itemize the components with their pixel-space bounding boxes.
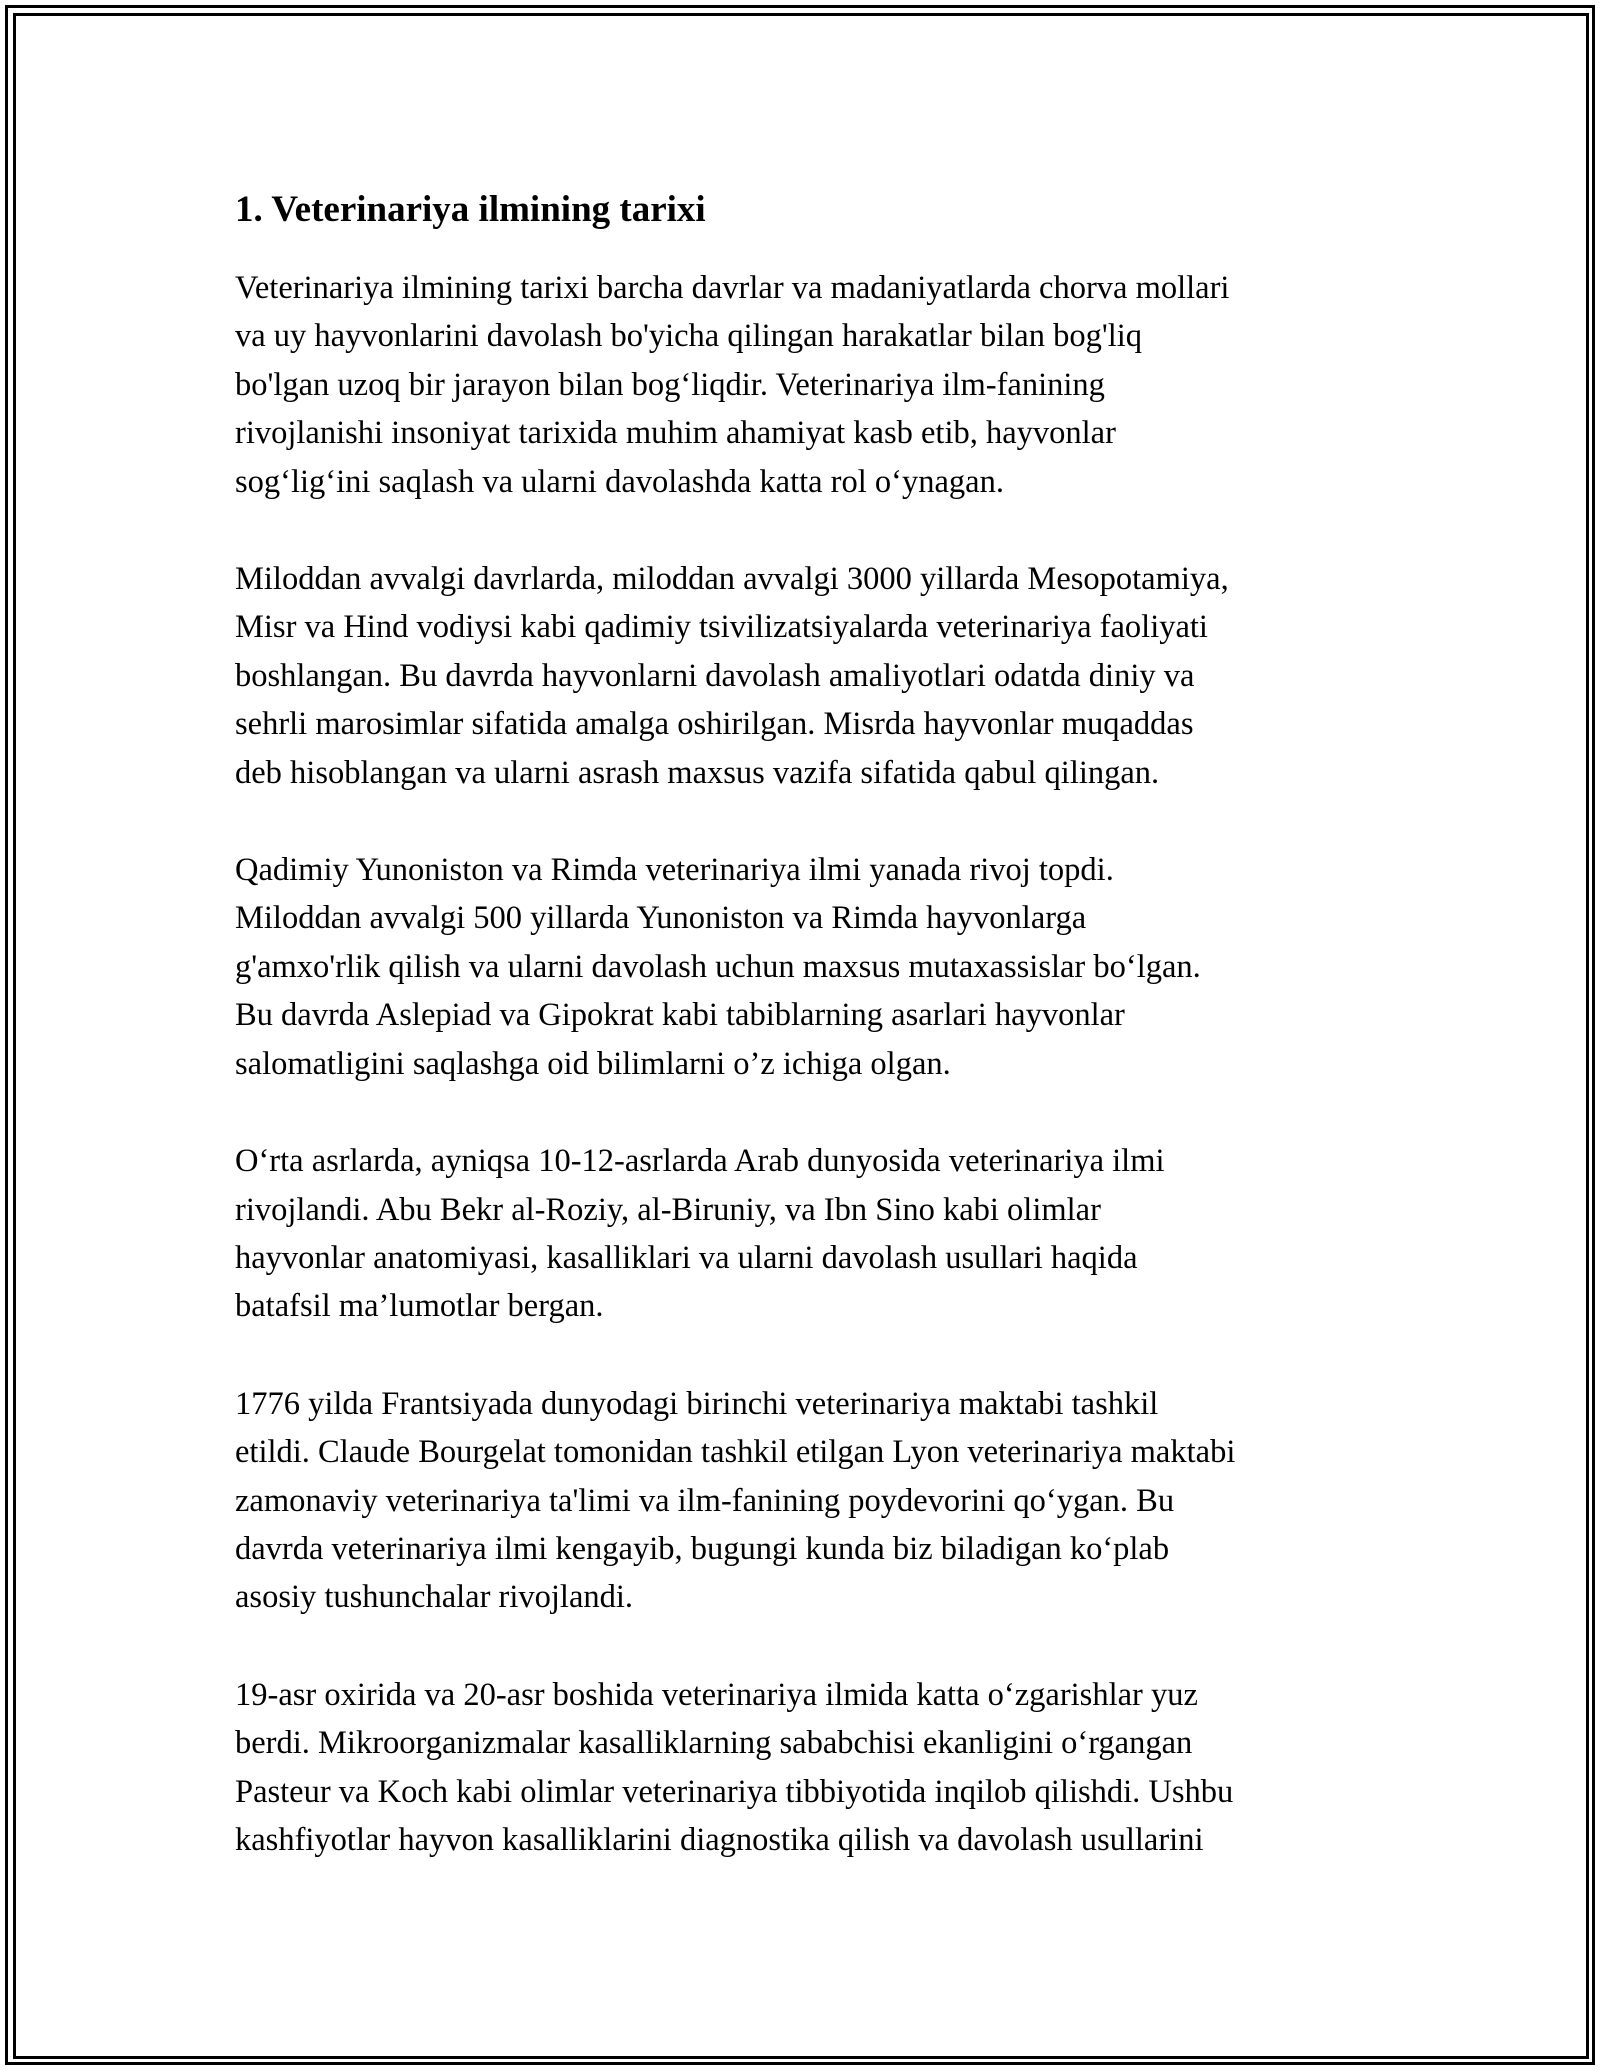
paragraph-line: salomatligini saqlashga oid bilimlarni o’z ichiga olgan. [235, 1045, 951, 1082]
paragraph-line: Pasteur va Koch kabi olimlar veterinariya tibbiyotida inqilob qilishdi. Ushbu [235, 1773, 1234, 1810]
paragraph-6 [235, 1671, 1385, 1865]
paragraph-line: 1776 yilda Frantsiyada dunyodagi birinchi veterinariya maktabi tashkil [235, 1385, 1159, 1422]
paragraph-3 [235, 846, 1385, 1088]
paragraph-line: zamonaviy veterinariya ta'limi va ilm-fanining poydevorini qo‘ygan. Bu [235, 1482, 1175, 1519]
paragraph-line: 19-asr oxirida va 20-asr boshida veterinariya ilmida katta o‘zgarishlar yuz [235, 1676, 1198, 1713]
paragraph-line: Misr va Hind vodiysi kabi qadimiy tsivilizatsiyalarda veterinariya faoliyati [235, 609, 1208, 646]
paragraph-line: etildi. Claude Bourgelat tomonidan tashkil etilgan Lyon veterinariya maktabi [235, 1434, 1236, 1471]
paragraph-line: hayvonlar anatomiyasi, kasalliklari va ularni davolash usullari haqida [235, 1239, 1138, 1276]
paragraph-line: Miloddan avvalgi 500 yillarda Yunoniston va Rimda hayvonlarga [235, 900, 1087, 937]
paragraph-line: Bu davrda Aslepiad va Gipokrat kabi tabiblarning asarlari hayvonlar [235, 997, 1125, 1034]
paragraph-line: Qadimiy Yunoniston va Rimda veterinariya ilmi yanada rivoj topdi. [235, 852, 1114, 889]
paragraph-line: sehrli marosimlar sifatida amalga oshirilgan. Misrda hayvonlar muqaddas [235, 706, 1194, 743]
paragraph-line: rivojlandi. Abu Bekr al-Roziy, al-Biruniy, va Ibn Sino kabi olimlar [235, 1191, 1101, 1228]
paragraph-line: sog‘lig‘ini saqlash va ularni davolashda katta rol o‘ynagan. [235, 463, 1004, 500]
paragraph-line: asosiy tushunchalar rivojlandi. [235, 1579, 634, 1616]
section-heading: 1. Veterinariya ilmining tarixi [235, 189, 706, 230]
paragraph-line: batafsil ma’lumotlar bergan. [235, 1288, 604, 1325]
paragraph-line: boshlangan. Bu davrda hayvonlarni davolash amaliyotlari odatda diniy va [235, 657, 1195, 694]
paragraph-line: bo'lgan uzoq bir jarayon bilan bog‘liqdir. Veterinariya ilm-fanining [235, 366, 1105, 403]
paragraph-4 [235, 1137, 1385, 1331]
paragraph-line: deb hisoblangan va ularni asrash maxsus vazifa sifatida qabul qilingan. [235, 754, 1160, 791]
paragraph-line: rivojlanishi insoniyat tarixida muhim ahamiyat kasb etib, hayvonlar [235, 415, 1116, 452]
paragraph-line: berdi. Mikroorganizmalar kasalliklarning sababchisi ekanligini o‘rgangan [235, 1725, 1193, 1762]
paragraph-line: O‘rta asrlarda, ayniqsa 10-12-asrlarda Arab dunyosida veterinariya ilmi [235, 1143, 1165, 1180]
paragraph-1 [235, 264, 1385, 506]
document-body [235, 186, 1385, 1913]
paragraph-2 [235, 555, 1385, 797]
paragraph-line: g'amxo'rlik qilish va ularni davolash uchun maxsus mutaxassislar bo‘lgan. [235, 948, 1201, 985]
paragraph-5 [235, 1380, 1385, 1622]
paragraph-line: Miloddan avvalgi davrlarda, miloddan avvalgi 3000 yillarda Mesopotamiya, [235, 561, 1229, 598]
paragraph-line: va uy hayvonlarini davolash bo'yicha qilingan harakatlar bilan bog'liq [235, 318, 1143, 355]
paragraph-line: Veterinariya ilmining tarixi barcha davrlar va madaniyatlarda chorva mollari [235, 270, 1230, 306]
paragraph-line: kashfiyotlar hayvon kasalliklarini diagnostika qilish va davolash usullarini [235, 1821, 1204, 1858]
paragraph-line: davrda veterinariya ilmi kengayib, bugungi kunda biz biladigan ko‘plab [235, 1530, 1170, 1567]
